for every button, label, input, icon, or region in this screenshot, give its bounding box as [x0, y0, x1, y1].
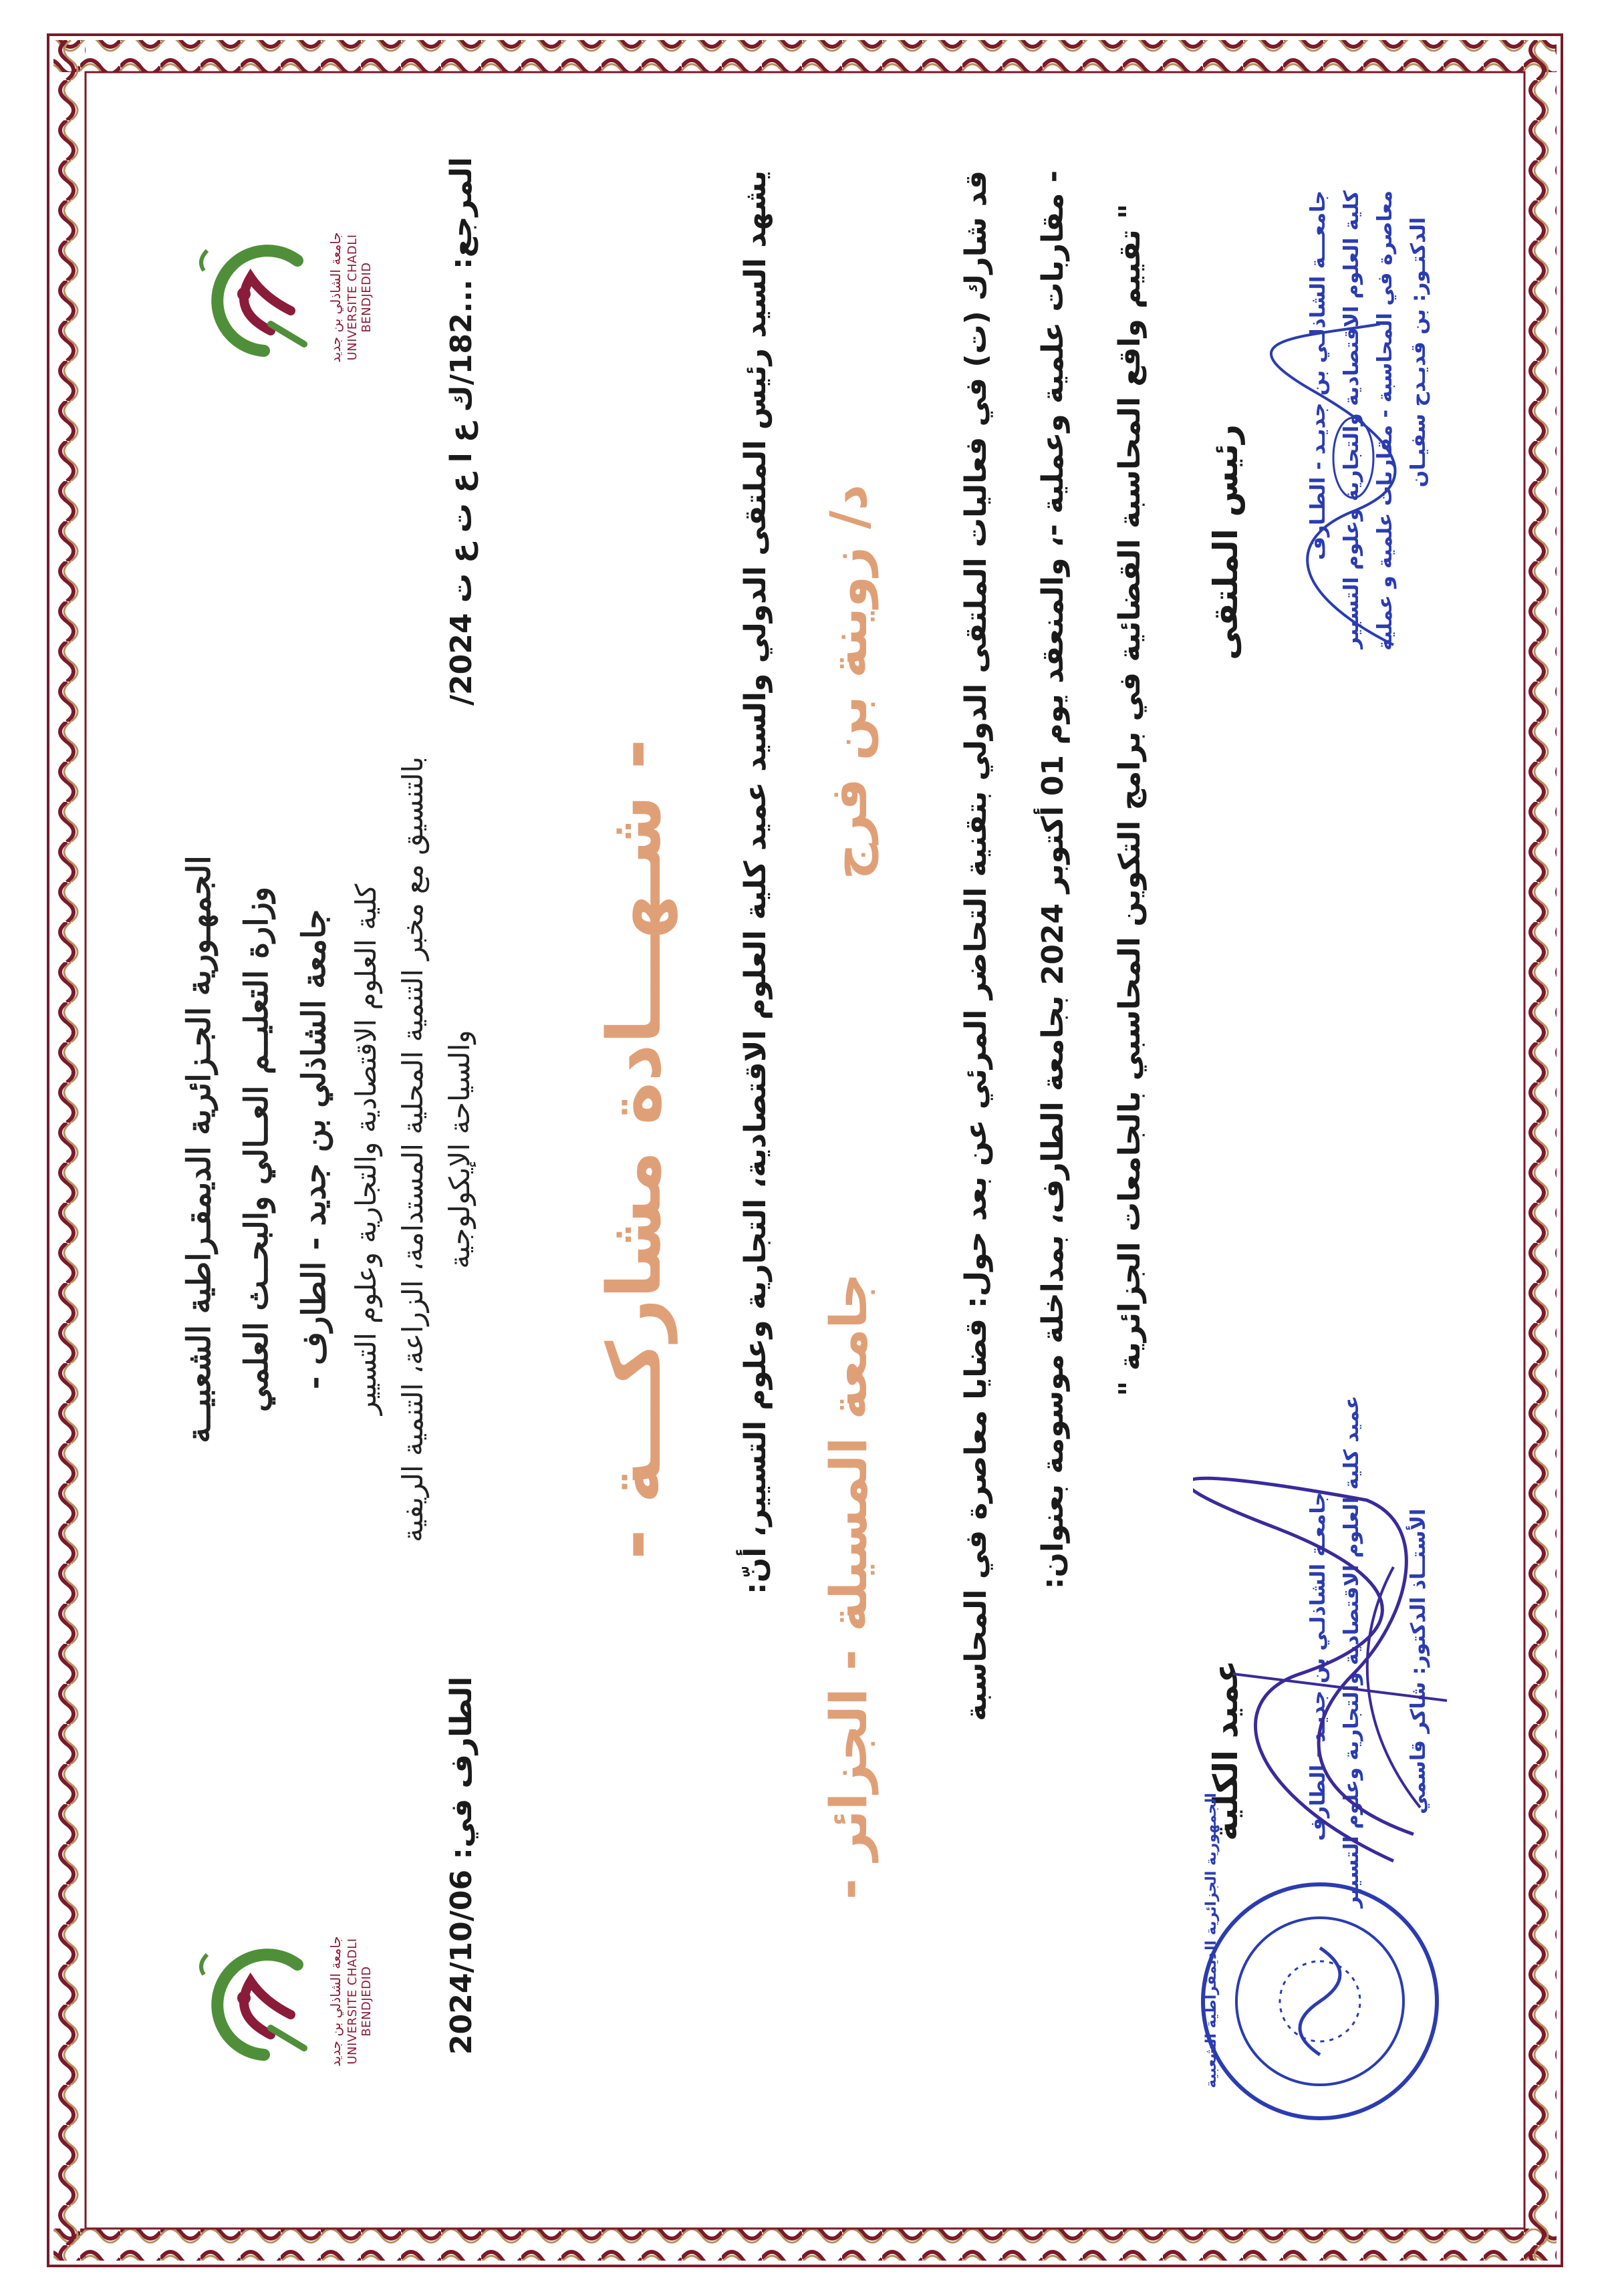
university-logo-left [184, 210, 374, 384]
logo-emblem-icon [190, 231, 331, 371]
university-line: جامعة الشاذلي بن جديد - الطارف - [295, 909, 333, 1390]
recipient-name: د/ زوينة بن فرج [818, 484, 878, 880]
logo-name-ar: جامعة الشاذلي بن جديد [327, 232, 344, 363]
body-line-2: قد شارك (ت) في فعاليات الملتقى الدولي بتقنية التحاضر المرئي عن بعد حول: قضايا معاصرة في المحاسبة [958, 170, 993, 1721]
body-line-1: يشهد السيد رئيس الملتقى الدولي والسيد عميد كلية العلوم الاقتصادية، التجارية وعلوم التسيير، أنّ: [738, 170, 773, 1594]
logo-emblem-icon [190, 1934, 331, 2075]
dean-stamp-line-1: جامعـة الشاذلـي بن جديـد - الطارف [1306, 1491, 1330, 1841]
place-date-value: 2024/10/06 [444, 1869, 479, 2055]
reference-label: المرجع: [444, 157, 479, 269]
recipient-affiliation: جامعة المسيلة - الجزائر - [818, 1273, 878, 1900]
body-line-3: - مقاربات علمية وعملية -، والمنعقد يوم 01 أكتوبر 2024 بجامعة الطارف، بمداخلة موسومة بعنوان: [1035, 170, 1070, 1590]
logo-name-fr: UNIVERSITE CHADLI BENDJEDID [345, 234, 374, 361]
chair-handwritten-signature [1260, 311, 1434, 658]
reference-value: ...182/ك ع ا ع ت ع ت 2024/ [444, 279, 479, 706]
coordination-line: بالتنسيق مع مخبر التنمية المحلية المستدامة، الزراعة، التنمية الريفية والسياحة الإيكولوجية [396, 756, 476, 1543]
chair-stamp-line-3: معاصرة في المحاسبة - مقاربات علمية و عملية [1373, 190, 1397, 651]
seal-text: الجمهورية الجزائرية الديمقراطية الشعبية [1202, 1793, 1220, 2088]
university-logo-right [184, 1914, 374, 2088]
republic-line: الجمهـورية الجـزائرية الديمقـراطية الشعبيــة [180, 855, 218, 1443]
logo-name-fr: UNIVERSITE CHADLI BENDJEDID [345, 1938, 374, 2065]
reference-block [444, 157, 479, 706]
chair-stamp-line-4: الدكتـور: بن قديـدح سفيـان [1406, 217, 1430, 488]
logo-name-ar: جامعة الشاذلي بن جديد [327, 1936, 344, 2067]
dean-stamp-line-2: عميد كلية العلوم الاقتصادية والتجارية وعلوم التسيير [1339, 1395, 1363, 1908]
dean-handwritten-signature [1193, 1460, 1474, 1874]
certificate-content [110, 110, 1500, 2188]
body-line-4: " تقييم واقع المحاسبة القضائية في برامج التكوين المحاسبي بالجامعات الجزائرية " [1112, 204, 1147, 1397]
chair-stamp-line-1: جامعـــة الشاذلـي بن جديـد - الطـارف [1306, 190, 1330, 561]
header-block [170, 712, 483, 1587]
ministry-line: وزارة التعليــم العــالي والبحــث العلمي [237, 886, 275, 1413]
place-date-label: الطارف في: [444, 1676, 479, 1860]
chair-signature-label: رئيس الملتقى [1206, 424, 1245, 660]
round-seal-icon [1193, 1874, 1447, 2128]
faculty-line: كلية العلوم الاقتصادية والتجارية وعلوم التسيير [349, 883, 382, 1415]
chair-stamp-line-2: كلية العلوم الاقتصادية والتجارية وعلوم التسيير [1339, 190, 1363, 649]
place-date-block [444, 1677, 479, 2055]
certificate-title: - شـهـــادة مشاركـــة - [591, 738, 677, 1560]
dean-signature-label: عميد الكلية [1206, 1660, 1245, 1841]
dean-stamp-line-3: الأستــاذ الدكتور: شاكر قاسمي [1406, 1508, 1430, 1814]
